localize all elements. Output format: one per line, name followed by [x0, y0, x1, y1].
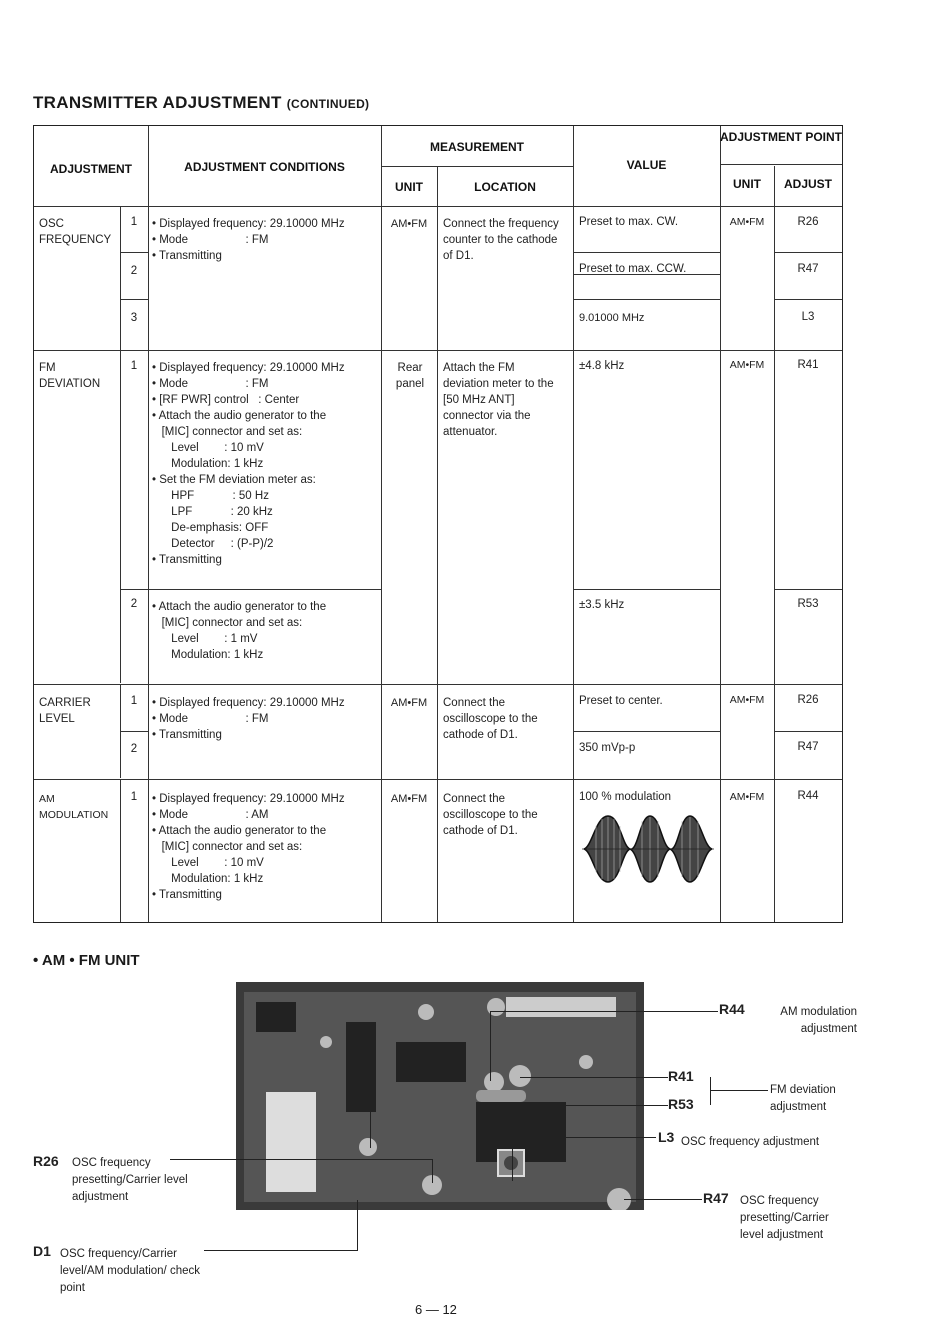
leader-r47 [624, 1199, 702, 1200]
am-conditions: • Displayed frequency: 29.10000 MHz • Mode : AM • Attach the audio generator to the [MIC] connector and set as: Level : 10 mV Modulation: 1 kHz • Transmitting [152, 793, 345, 901]
label-d1: D1 [33, 1243, 51, 1259]
leader-r44 [490, 1011, 718, 1012]
leader-fm [710, 1090, 768, 1091]
leader-d1-drop [357, 1200, 358, 1250]
am-name: AM MODULATION [39, 793, 109, 821]
osc-adjust-2: R47 [797, 263, 819, 275]
osc-ap-unit: AM•FM [729, 216, 765, 228]
carrier-conditions: • Displayed frequency: 29.10000 MHz • Mode : FM • Transmitting [152, 697, 345, 741]
osc-value-3: 9.01000 MHz [579, 312, 645, 324]
pcb-illustration [236, 982, 644, 1210]
carrier-adjust-2: R47 [797, 741, 819, 753]
leader-r26-drop [432, 1159, 433, 1183]
osc-adjust-3: L3 [801, 311, 815, 323]
header-adjustment-point: ADJUSTMENT POINT [720, 130, 843, 144]
label-r26-text: OSC frequency presetting/Carrier level adjustment [72, 1157, 188, 1203]
fm-adjust-2: R53 [797, 598, 819, 610]
osc-step-1: 1 [130, 216, 138, 228]
header-unit: UNIT [395, 180, 423, 194]
label-d1-text: OSC frequency/Carrier level/AM modulation/ check point [60, 1248, 200, 1294]
osc-adjust-1: R26 [797, 216, 819, 228]
osc-value-2: Preset to max. CCW. [579, 263, 687, 275]
page-number: 6 — 12 [415, 1302, 457, 1317]
carrier-location: Connect the oscilloscope to the cathode of D1. [443, 697, 538, 741]
adjustment-table [33, 125, 843, 923]
label-l3-text: OSC frequency adjustment [681, 1136, 820, 1148]
am-adjust-1: R44 [797, 790, 819, 802]
am-location: Connect the oscilloscope to the cathode of D1. [443, 793, 538, 837]
osc-value-1: Preset to max. CW. [579, 216, 679, 228]
carrier-step-1: 1 [130, 695, 138, 707]
carrier-step-2: 2 [130, 743, 138, 755]
header-measurement: MEASUREMENT [429, 140, 524, 154]
page-title: TRANSMITTER ADJUSTMENT (CONTINUED) [33, 93, 370, 112]
am-ap-unit: AM•FM [729, 791, 765, 803]
header-conditions: ADJUSTMENT CONDITIONS [184, 160, 345, 174]
fm-unit: Rear panel [395, 362, 425, 390]
fm-location: Attach the FM deviation meter to the [50 MHz ANT] connector via the attenuator. [443, 362, 554, 438]
leader-r53 [520, 1105, 668, 1106]
fm-conditions-1: • Displayed frequency: 29.10000 MHz • Mode : FM • [RF PWR] control : Center • Attach the audio generator to the [MIC] connector and set as: Level : 10 mV Modulation: 1 kHz • Set the FM deviation meter as: HPF : 50 Hz LPF : 20 kHz De-emphasis: OFF Detector : (P-P)/2 • Transmitting [152, 362, 345, 566]
leader-d1 [204, 1250, 358, 1251]
header-ap-adjust: ADJUST [783, 177, 832, 191]
label-r47-text: OSC frequency presetting/Carrier level adjustment [740, 1195, 829, 1241]
fm-step-2: 2 [130, 598, 138, 610]
fm-value-2: ±3.5 kHz [579, 599, 625, 611]
leader-r44-drop [490, 1011, 491, 1081]
header-ap-unit: UNIT [733, 177, 761, 191]
osc-step-3: 3 [130, 312, 138, 324]
carrier-adjust-1: R26 [797, 694, 819, 706]
fm-name: FM DEVIATION [39, 362, 101, 390]
fm-ap-unit: AM•FM [729, 359, 765, 371]
leader-r26b [370, 1102, 371, 1148]
am-step-1: 1 [130, 791, 138, 803]
label-l3: L3 [658, 1129, 675, 1145]
header-location: LOCATION [474, 180, 536, 194]
leader-r41 [520, 1077, 668, 1078]
pcb-photo [236, 982, 644, 1210]
am-value-1: 100 % modulation [579, 791, 672, 803]
label-r53: R53 [668, 1096, 694, 1112]
title-suffix: (CONTINUED) [286, 97, 370, 111]
osc-step-2: 2 [130, 265, 138, 277]
label-r47: R47 [703, 1190, 729, 1206]
osc-conditions: • Displayed frequency: 29.10000 MHz • Mode : FM • Transmitting [152, 218, 345, 262]
carrier-name: CARRIER LEVEL [39, 697, 91, 725]
section-heading: • AM • FM UNIT [33, 952, 140, 969]
fm-conditions-2: • Attach the audio generator to the [MIC] connector and set as: Level : 1 mV Modulation: 1 kHz [152, 601, 327, 661]
leader-l3-drop [512, 1137, 513, 1181]
carrier-value-1: Preset to center. [579, 695, 663, 707]
carrier-ap-unit: AM•FM [729, 694, 765, 706]
label-r26: R26 [33, 1153, 59, 1169]
leader-fm-bracket [710, 1077, 711, 1105]
label-fm-text: FM deviation adjustment [770, 1084, 836, 1113]
leader-l3 [512, 1137, 656, 1138]
carrier-value-2: 350 mVp-p [579, 742, 636, 754]
osc-name: OSC FREQUENCY [39, 218, 112, 246]
am-modulation-waveform [582, 814, 714, 884]
carrier-unit: AM•FM [390, 697, 428, 709]
fm-step-1: 1 [130, 360, 138, 372]
fm-adjust-1: R41 [797, 359, 819, 371]
leader-r26 [170, 1159, 432, 1160]
label-r41: R41 [668, 1068, 694, 1084]
osc-location: Connect the frequency counter to the cathode of D1. [443, 218, 559, 262]
osc-unit: AM•FM [390, 218, 428, 230]
fm-value-1: ±4.8 kHz [579, 360, 625, 372]
am-unit: AM•FM [390, 793, 428, 805]
header-adjustment: ADJUSTMENT [49, 162, 132, 176]
label-r44: R44 [719, 1001, 745, 1017]
label-r44-text: AM modulation adjustment [780, 1006, 857, 1035]
header-value: VALUE [626, 158, 667, 172]
